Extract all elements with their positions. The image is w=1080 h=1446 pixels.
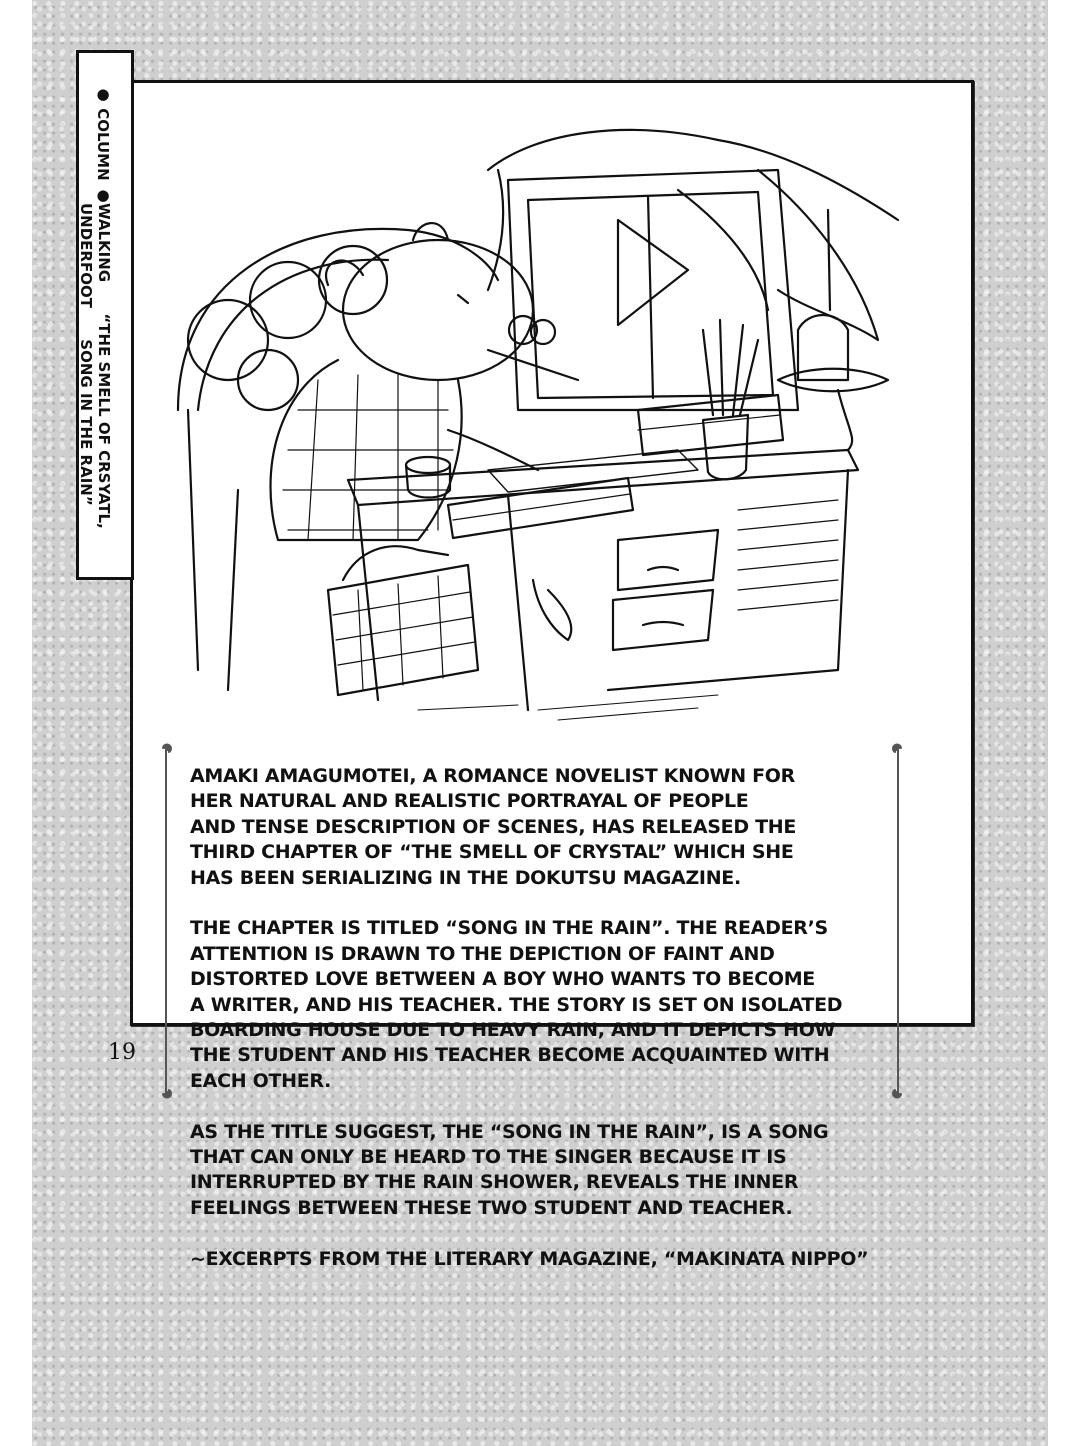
right-text-bracket bbox=[890, 740, 906, 1102]
right-margin bbox=[1048, 0, 1080, 1446]
article-source: ~EXCERPTS FROM THE LITERARY MAGAZINE, “MAKINATA NIPPO” bbox=[190, 1247, 869, 1270]
article-paragraph-2: THE CHAPTER IS TITLED “SONG IN THE RAIN”. THE READER’S ATTENTION IS DRAWN TO THE DEPICTION OF FAINT AND DISTORTED LOVE BETWEEN A BOY WHO WANTS TO BECOME A WRITER, AND HIS TEACHER. THE STORY IS SET ON ISOLATED BOARDING HOUSE DUE TO HEAVY RAIN, AND IT DEPICTS HOW THE STUDENT AND HIS TEACHER BECOME ACQUAINTED WITH EACH OTHER. bbox=[190, 917, 843, 1092]
column-article bbox=[190, 764, 890, 1297]
column-title-line-1: WALKING “THE SMELL OF CRSYATL, bbox=[95, 203, 113, 529]
left-text-bracket bbox=[158, 740, 174, 1102]
column-title bbox=[77, 203, 113, 529]
article-paragraph-1: AMAKI AMAGUMOTEI, A ROMANCE NOVELIST KNOWN FOR HER NATURAL AND REALISTIC PORTRAYAL OF PEOPLE AND TENSE DESCRIPTION OF SCENES, HAS RELEASED THE THIRD CHAPTER OF “THE SMELL OF CRYSTAL” WHICH SHE HAS BEEN SERIALIZING IN THE DOKUTSU MAGAZINE. bbox=[190, 765, 797, 889]
column-label: ● COLUMN ● bbox=[94, 85, 112, 204]
left-margin bbox=[0, 0, 32, 1446]
page-number: 19 bbox=[108, 1040, 136, 1065]
column-title-line-2: UNDERFOOT SONG IN THE RAIN” bbox=[77, 203, 95, 506]
column-side-tab bbox=[76, 50, 134, 580]
article-paragraph-3: AS THE TITLE SUGGEST, THE “SONG IN THE RAIN”, IS A SONG THAT CAN ONLY BE HEARD TO THE SINGER BECAUSE IT IS INTERRUPTED BY THE RAIN SHOWER, REVEALS THE INNER FEELINGS BETWEEN THESE TWO STUDENT AND TEACHER. bbox=[190, 1120, 829, 1219]
writer-at-desk-illustration bbox=[158, 110, 918, 730]
